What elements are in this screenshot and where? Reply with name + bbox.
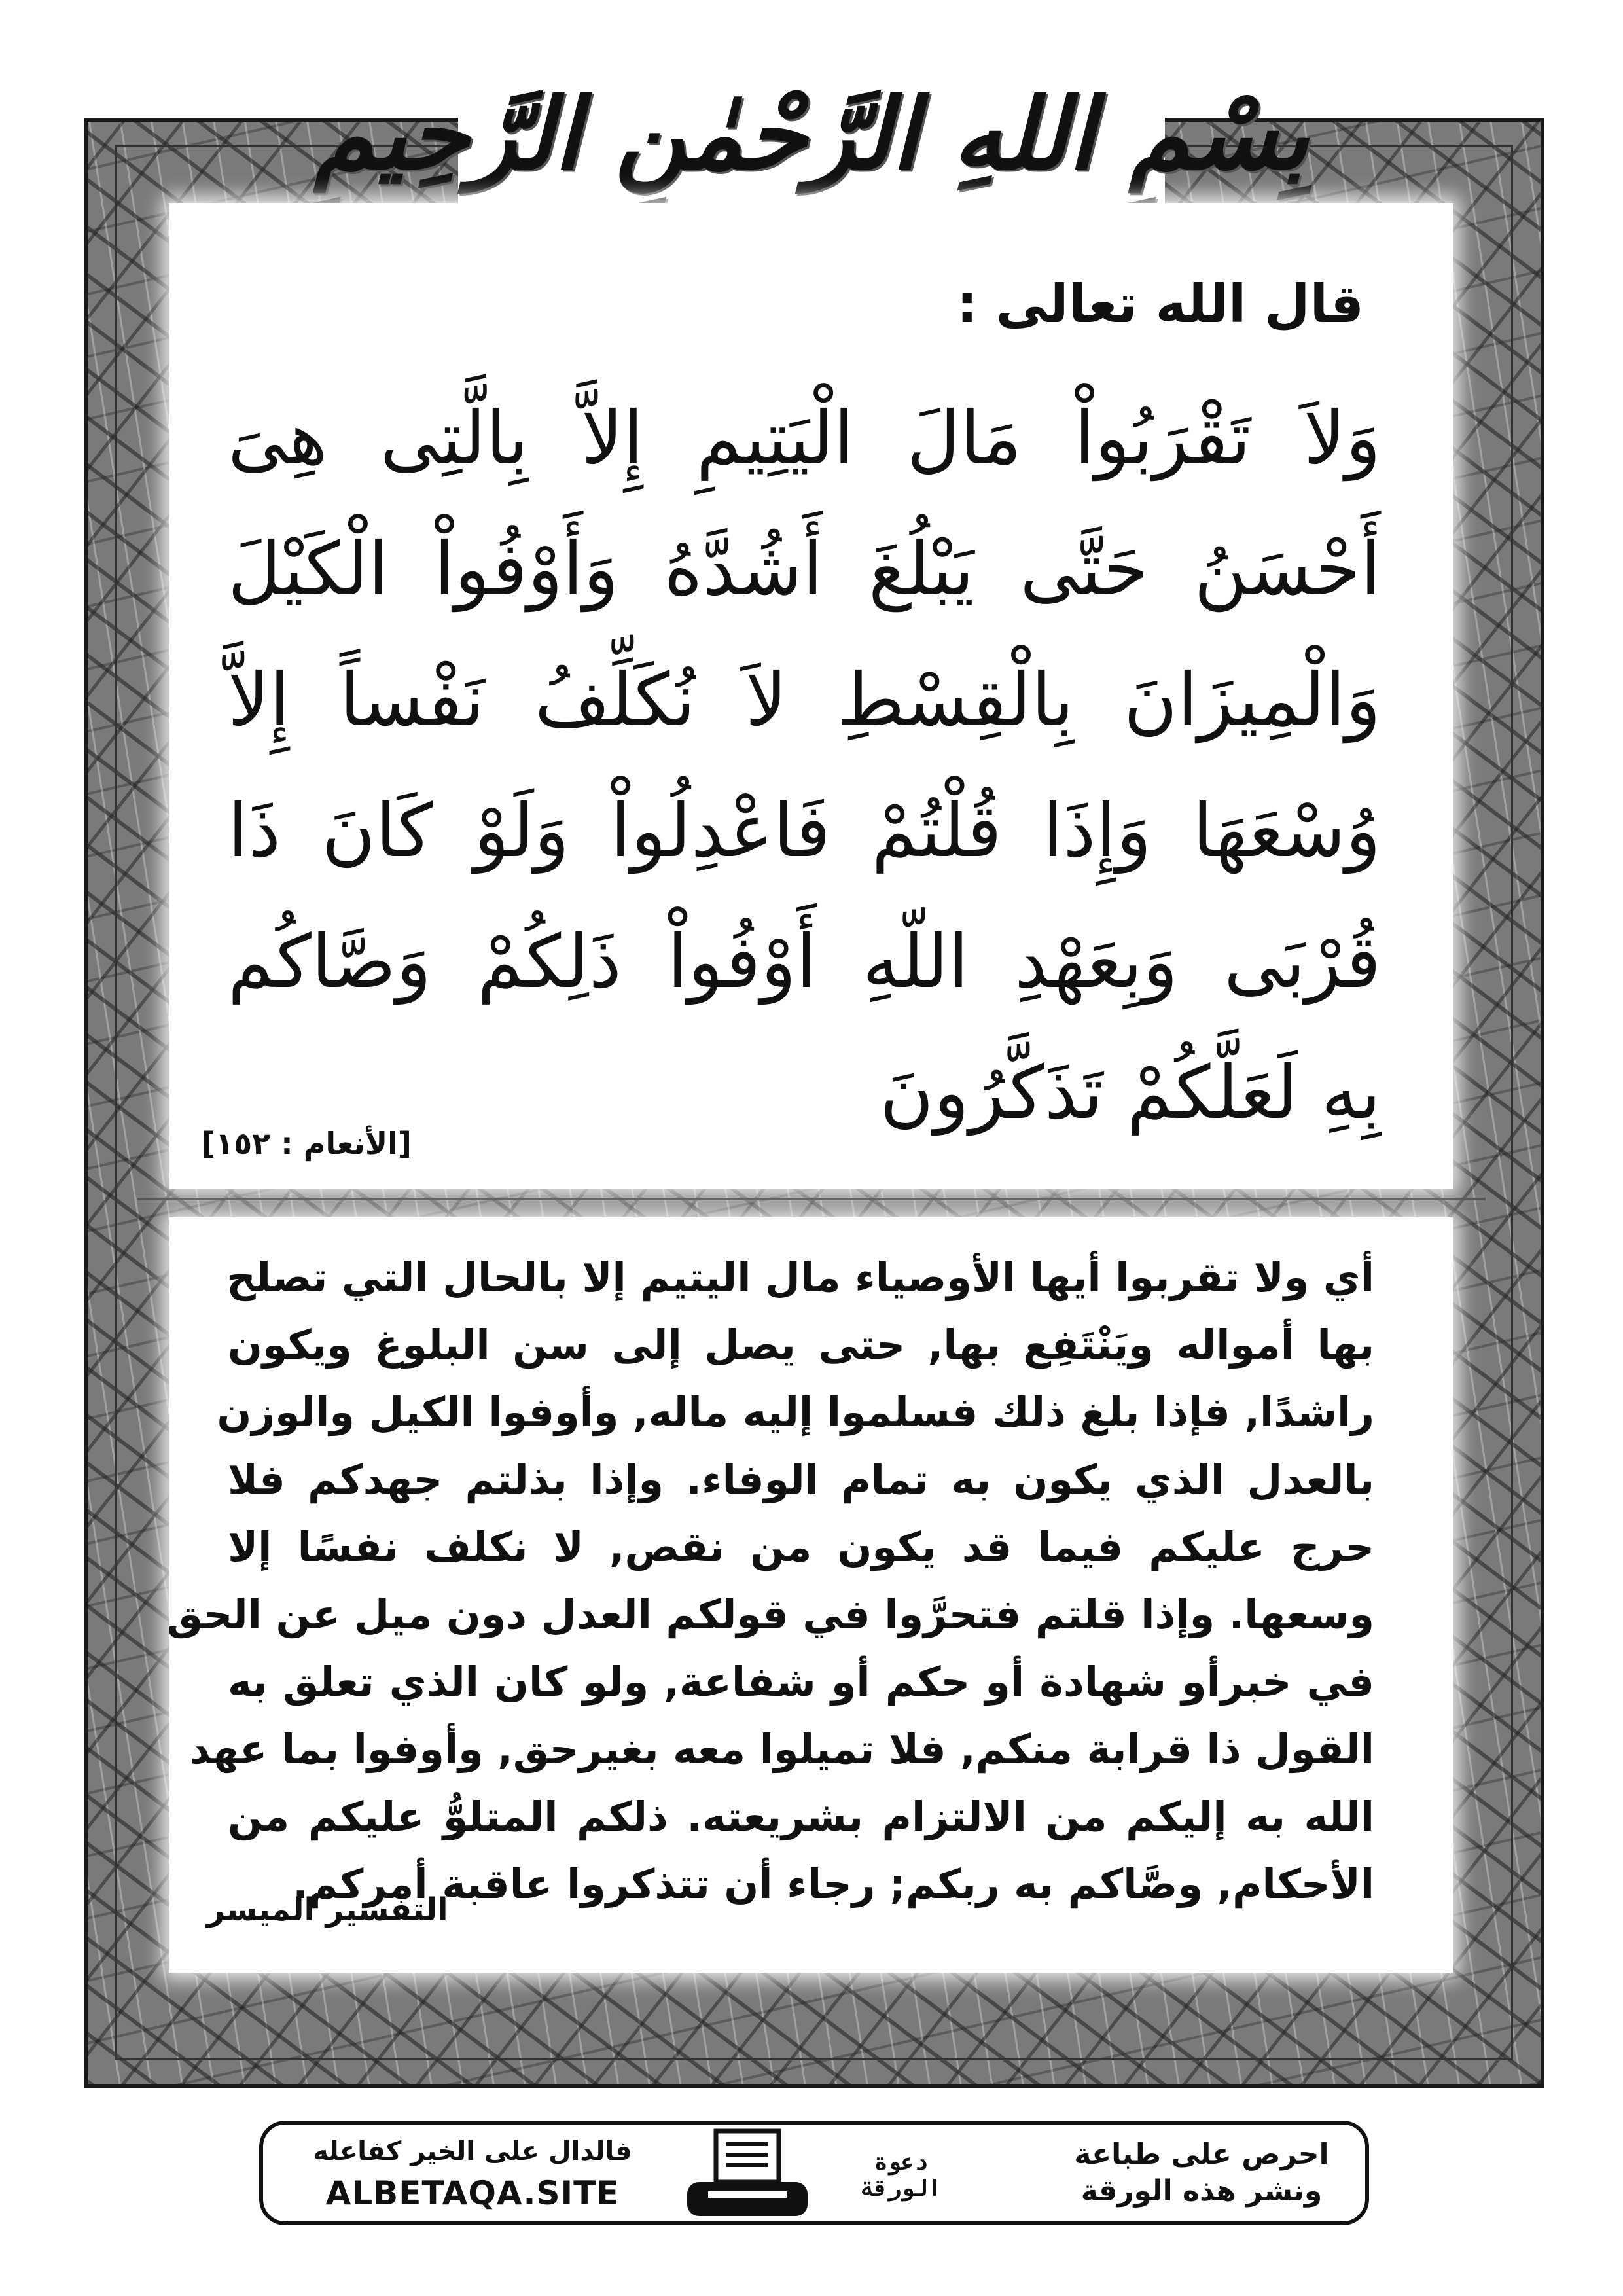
tafsir-line: الله به إليكم من الالتزام بشريعته. ذلكم المتلوُّ عليكم من [228,1793,1374,1840]
footer-cta: فالدال على الخير كفاعله [313,2136,632,2166]
section-divider [137,1198,1486,1200]
tafsir-line: أي ولا تقربوا أيها الأوصياء مال اليتيم إلا بالحال التي تصلح [226,1253,1374,1301]
tafsir-line: بها أمواله ويَنْتَفِع بها, حتى يصل إلى سن البلوغ ويكون [228,1321,1374,1369]
verse-panel [169,203,1453,1189]
tafsir-line: القول ذا قرابة منكم, فلا تميلوا معه بغيرحق, وأوفوا بما عهد [189,1725,1374,1773]
tafsir-panel [166,1217,1453,1973]
logo-line: الورقة [861,2176,942,2202]
dawat-alwaraqa-logo [839,2131,963,2220]
verse-line: وُسْعَهَا وَإِذَا قُلْتُمْ فَاعْدِلُواْ وَلَوْ كَانَ ذَا [228,789,1381,874]
tafsir-source: التفسير الميسر [207,1892,448,1928]
verse-line: وَالْمِيزَانَ بِالْقِسْطِ لاَ نُكَلِّفُ نَفْساً إِلاَّ [228,658,1381,743]
printer-icon [682,2128,813,2220]
footer-site-link[interactable]: ALBETAQA.SITE [325,2174,620,2212]
footer-website-block [289,2132,656,2216]
basmala-calligraphy: بِسْمِ اللهِ الرَّحْمٰنِ الرَّحِيمِ [313,77,1310,192]
tafsir-line: راشدًا, فإذا بلغ ذلك فسلموا إليه ماله, وأوفوا الكيل والوزن [217,1388,1374,1436]
print-note-line: ونشر هذه الورقة [1080,2174,1323,2208]
footer-print-note [1064,2136,1339,2210]
logo-line: دعوة [874,2149,928,2176]
quran-verse [228,373,1381,1158]
tafsir-line: حرج عليكم فيما قد يكون من نقص, لا نكلف نفسًا إلا [228,1523,1374,1571]
verse-citation: [الأنعام : ١٥٢] [202,1126,412,1161]
tafsir-line: بالعدل الذي يكون به تمام الوفاء. وإذا بذلتم جهدكم فلا [228,1456,1374,1503]
verse-line: وَلاَ تَقْرَبُواْ مَالَ الْيَتِيمِ إِلاَّ بِالَّتِى هِىَ [228,396,1381,481]
print-note-line: احرص على طباعة [1074,2138,1329,2171]
verse-line: بِهِ لَعَلَّكُمْ تَذَكَّرُونَ [880,1050,1381,1136]
verse-heading: قال الله تعالى : [956,274,1364,334]
tafsir-text [166,1244,1374,1918]
tafsir-line: الأحكام, وصَّاكم به ربكم; رجاء أن تتذكروا عاقبة أمركم. [293,1860,1374,1908]
tafsir-line: وسعها. وإذا قلتم فتحرَّوا في قولكم العدل دون ميل عن الحق [166,1590,1374,1638]
tafsir-line: في خبرأو شهادة أو حكم أو شفاعة, ولو كان الذي تعلق به [228,1658,1374,1706]
footer-banner [259,2121,1369,2225]
verse-line: أَحْسَنُ حَتَّى يَبْلُغَ أَشُدَّهُ وَأَوْفُواْ الْكَيْلَ [228,527,1381,612]
verse-line: قُرْبَى وَبِعَهْدِ اللّهِ أَوْفُواْ ذَلِكُمْ وَصَّاكُم [228,920,1382,1005]
